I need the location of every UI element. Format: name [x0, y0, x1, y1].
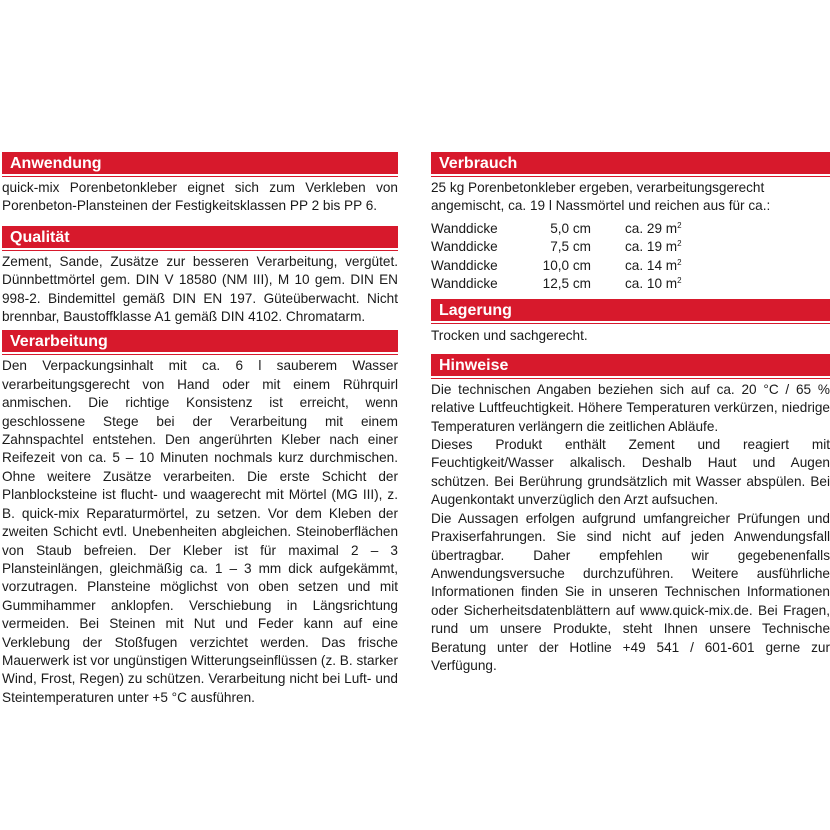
row-label: Wanddicke: [431, 220, 498, 236]
row-label: Wanddicke: [431, 257, 498, 273]
spacer-cell: [591, 257, 625, 275]
hinweise-paragraph-2: Dieses Produkt enthält Zement und reagiert mit Feuchtigkeit/Wasser alkalisch. Deshalb Haut und Augen schützen. Bei Berührung grundsätzlich mit Wasser abspülen. Bei Augenkontakt unverzüglich den Arzt aufsuchen.: [431, 437, 830, 508]
row-label: Wanddicke: [431, 239, 498, 255]
section-heading-lagerung: Lagerung: [431, 299, 830, 323]
section-heading-verbrauch: Verbrauch: [431, 152, 830, 176]
row-unit-exponent: 2: [677, 257, 682, 267]
row-wall-thickness: 10,0 cm: [542, 257, 591, 273]
spacer-cell: [591, 220, 625, 238]
section-heading-qualitaet: Qualität: [2, 226, 398, 250]
spacer-cell: [591, 275, 625, 293]
spacer-cell: [591, 238, 625, 256]
row-unit-exponent: 2: [677, 276, 682, 286]
row-amount-cell: [625, 257, 682, 275]
row-amount: ca. 10 m: [625, 276, 678, 292]
right-column: [431, 152, 830, 675]
row-unit-exponent: 2: [677, 239, 682, 249]
anwendung-text: quick-mix Porenbetonkleber eignet sich zum Verkleben von Porenbeton-Plansteinen der Festigkeitsklassen PP 2 bis PP 6.: [2, 180, 398, 214]
verbrauch-row: [431, 238, 682, 256]
verbrauch-text: 25 kg Porenbetonkleber ergeben, verarbeitungsgerecht angemischt, ca. 19 l Nassmörtel und reichen aus für ca.:: [431, 180, 771, 214]
qualitaet-text: Zement, Sande, Zusätze zur besseren Verarbeitung, vergütet. Dünnbettmörtel gem. DIN V 18580 (NM III), M 10 gem. DIN EN 998-2. Bindemittel gemäß DIN EN 197. Güteüberwacht. Nicht brennbar, Baustoffklasse A1 gemäß DIN 4102. Chromatarm.: [2, 253, 398, 325]
lagerung-text: Trocken und sachgerecht.: [431, 328, 588, 344]
row-amount-cell: [625, 275, 682, 293]
section-heading-anwendung: Anwendung: [2, 152, 398, 176]
verarbeitung-text: Den Verpackungsinhalt mit ca. 6 l sauberem Wasser verarbeitungsgerecht von Hand oder mit einem Rührquirl anmischen. Die richtige Konsistenz ist erreicht, wenn geschlossene Stege bei der Verarbeitung mit einem Zahnspachtel entstehen. Den angerührten Kleber nach einer Reifezeit von ca. 5 – 10 Minuten nochmals kurz durchmischen. Ohne weitere Zusätze verarbeiten. Die erste Schicht der Planblocksteine ist flucht- und waagerecht mit Mörtel (MG III), z. B. quick-mix Reparaturmörtel, zu setzen. Vor dem Kleben der zweiten Schicht evtl. Unebenheiten abgleichen. Steinoberflächen von Staub befreien. Der Kleber ist für maximal 2 – 3 Plansteinlängen, gleichmäßig ca. 1 – 3 mm dick aufgekämmt, vorzutragen. Plansteine möglichst von oben setzen und mit Gummihammer anklopfen. Verschiebung in Längsrichtung vermeiden. Bei Steinen mit Nut und Feder kann auf eine Verklebung der Stoßfugen verzichtet werden. Das frische Mauerwerk ist vor ungünstigen Witterungseinflüssen (z. B. starker Wind, Frost, Regen) zu schützen. Verarbeitung nicht bei Luft- und Steintemperaturen unter +5 °C ausführen.: [2, 358, 398, 705]
row-label: Wanddicke: [431, 276, 498, 292]
row-amount-cell: [625, 238, 682, 256]
verbrauch-table: [431, 220, 682, 294]
row-unit-exponent: 2: [677, 220, 682, 230]
section-heading-hinweise: Hinweise: [431, 354, 830, 378]
verbrauch-row: [431, 257, 682, 275]
section-heading-verarbeitung: Verarbeitung: [2, 330, 398, 354]
row-amount: ca. 29 m: [625, 220, 678, 236]
row-amount: ca. 14 m: [625, 257, 678, 273]
row-amount-cell: [625, 220, 682, 238]
hinweise-paragraph-3: Die Aussagen erfolgen aufgrund umfangreicher Prüfungen und Praxiserfahrungen. Sie sind nicht auf jeden Anwendungsfall übertragbar. Daher empfehlen wir gegebenenfalls Anwendungsversuche durchzuführen. Weitere ausführliche Informationen finden Sie in unseren Technischen Informationen oder Sicherheitsdatenblättern auf www.quick-mix.de. Bei Fragen, rund um unsere Produkte, steht Ihnen unsere Technische Beratung unter der Hotline +49 541 / 601-601 gerne zur Verfügung.: [431, 510, 830, 673]
verbrauch-row: [431, 275, 682, 293]
row-amount: ca. 19 m: [625, 239, 678, 255]
row-wall-thickness: 5,0 cm: [550, 220, 591, 236]
row-wall-thickness: 7,5 cm: [550, 239, 591, 255]
left-column: [2, 152, 398, 707]
row-wall-thickness: 12,5 cm: [542, 276, 591, 292]
spacer: [2, 216, 398, 226]
verbrauch-row: [431, 220, 682, 238]
hinweise-paragraph-1: Die technischen Angaben beziehen sich auf ca. 20 °C / 65 % relative Luftfeuchtigkeit. Höhere Temperaturen verkürzen, niedrige Temperaturen verlängern die zeitlichen Abläufe.: [431, 381, 830, 434]
spacer: [431, 346, 830, 354]
